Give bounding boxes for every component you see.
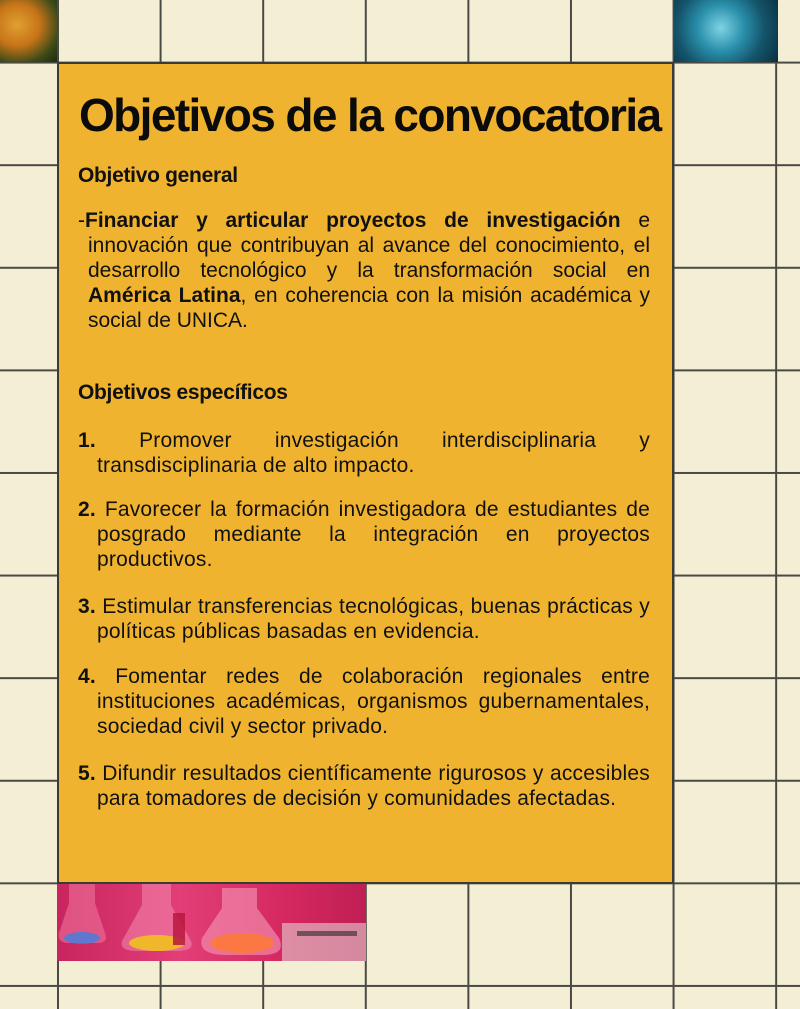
specific-objective-4	[78, 664, 650, 739]
flasks-illustration	[57, 883, 366, 961]
general-objective-heading: Objetivo general	[78, 164, 238, 187]
objective-text: Estimular transferencias tecnológicas, buenas prácticas y políticas públicas basadas en evidencia.	[95, 595, 650, 643]
objective-text: Difundir resultados científicamente rigurosos y accesibles para tomadores de decisión y comunidades afectadas.	[95, 762, 650, 810]
region-name: América Latina	[88, 284, 241, 307]
page-title: Objetivos de la convocatoria	[79, 89, 661, 141]
lab-flasks-photo-tile	[57, 883, 366, 961]
objective-text: Fomentar redes de colaboración regionales entre instituciones académicas, organismos gubernamentales, sociedad civil y sector privado.	[95, 665, 650, 738]
general-objective-lead: Financiar y articular proyectos de investigación	[85, 209, 621, 232]
list-dash: -	[78, 209, 85, 232]
objective-number: 4.	[78, 665, 96, 688]
objective-text: Favorecer la formación investigadora de estudiantes de posgrado mediante la integración en proyectos productivos.	[95, 498, 650, 571]
specific-objective-1	[78, 428, 650, 478]
specific-objective-5	[78, 761, 650, 811]
general-objective-paragraph	[78, 208, 650, 333]
general-objective-text-b: , en coherencia con la misión académica y social de UNICA.	[88, 284, 650, 332]
objective-number: 3.	[78, 595, 96, 618]
general-objective-text-a: e innovación que contribuyan al avance del conocimiento, el desarrollo tecnológico y la transformación social en	[88, 209, 650, 282]
specific-objectives-heading: Objetivos específicos	[78, 381, 288, 404]
objective-number: 5.	[78, 762, 96, 785]
lab-glass-photo-tile	[674, 0, 778, 62]
objective-number: 2.	[78, 498, 96, 521]
objectives-card	[57, 62, 674, 884]
specific-objective-3	[78, 594, 650, 644]
objective-number: 1.	[78, 429, 96, 452]
objective-text: Promover investigación interdisciplinaria y transdisciplinaria de alto impacto.	[95, 429, 650, 477]
leaf-photo-tile	[0, 0, 57, 62]
specific-objective-2	[78, 497, 650, 572]
